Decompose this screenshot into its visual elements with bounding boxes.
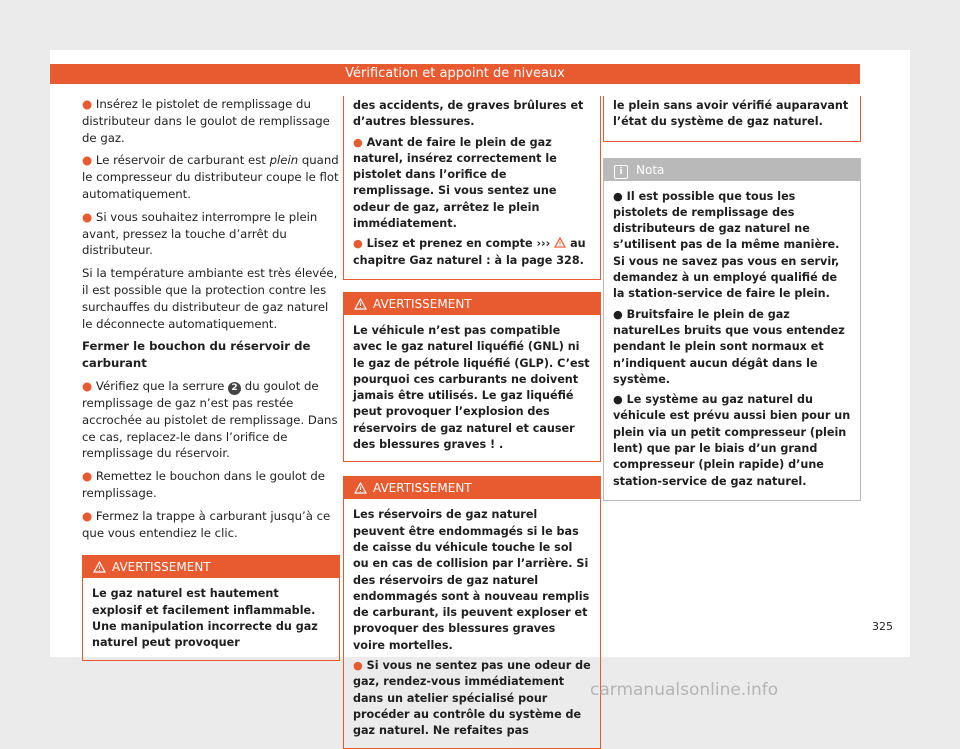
list-item: ● Fermez la trappe à carburant jusqu’à ce que vous entendiez le clic. — [82, 508, 331, 540]
bullet-icon: ● — [82, 153, 93, 168]
list-item: ● Le système au gaz naturel du véhicule est prévu aussi bien pour un plein via un petit compresseur (plein lent) que par le biais d’un grand compresseur (plein rapide) d’une station-service de gaz naturel. — [613, 393, 851, 488]
note-box — [603, 158, 861, 501]
watermark: carmanualsonline.info — [590, 680, 779, 700]
list-item: ● Bruitsfaire le plein de gaz naturelLes bruits que vous entendez pendant le plein sont normaux et n’indiquent aucun dégât dans le système. — [613, 307, 845, 386]
list-item: ● Insérez le pistolet de remplissage du distributeur dans le goulot de remplissage de gaz. — [82, 97, 330, 145]
list-item: ● Avant de faire le plein de gaz naturel, insérez correctement le pistolet dans l’orifice de remplissage. Si vous sentez une odeur de gaz, arrêtez le plein immédiatement. — [353, 135, 557, 231]
warning-header: AVERTISSEMENT — [344, 293, 600, 315]
warning-triangle-icon — [354, 482, 367, 494]
warning-continuation: des accidents, de graves brûlures et d’autres blessures. ● Avant de faire le plein de gaz naturel, insérez correctement le pistolet dans l’orifice de remplissage. Si vous sentez une odeur de gaz, arrêtez le plein immédiatement. ● Lisez et prenez en compte ››› au chapitre Gaz naturel : à la page 328. — [343, 96, 601, 280]
list-item: ● Remettez le bouchon dans le goulot de remplissage. — [82, 469, 325, 500]
warning-text: Le gaz naturel est hautement explosif et facilement inflammable. Une manipulation incorrecte du gaz naturel peut provoquer — [92, 587, 318, 650]
column-1 — [82, 96, 340, 661]
list-item: ● Si vous ne sentez pas une odeur de gaz, rendez-vous immédiatement dans un atelier spécialisé pour procéder au contrôle du système de gaz naturel. Ne refaites pas — [353, 659, 591, 738]
warning-continuation: le plein sans avoir vérifié auparavant l’état du système de gaz naturel. — [603, 96, 861, 142]
list-item: ● Le réservoir de carburant est plein quand le compresseur du distributeur coupe le flot automatiquement. — [82, 153, 339, 201]
column-3 — [603, 96, 861, 501]
list-item: ● Lisez et prenez en compte ››› au chapitre Gaz naturel : à la page 328. — [353, 237, 586, 267]
warning-text: Le véhicule n’est pas compatible avec le gaz naturel liquéfié (GNL) ni le gaz de pétrole liquéfié (GLP). C’est pourquoi ces carburants ne doivent jamais être utilisés. Le gaz liquéfié peut provoquer l’explosion des réservoirs de gaz naturel et causer des blessures graves ! . — [353, 323, 590, 452]
info-icon: i — [614, 165, 628, 179]
list-item: ● Si vous souhaitez interrompre le plein avant, pressez la touche d’arrêt du distributeur. — [82, 209, 318, 258]
bullet-icon: ● — [82, 97, 93, 111]
page-number: 325 — [872, 620, 893, 633]
bullet-icon: ● — [82, 209, 93, 224]
bullet-icon: ● — [82, 469, 93, 484]
bullet-icon: ● — [353, 659, 363, 673]
callout-number: 2 — [228, 382, 241, 395]
note-header: i Nota — [604, 159, 860, 181]
paragraph: Si la température ambiante est très élevée, il est possible que la protection contre les surchauffes du distributeur de gaz naturel le déconnecte automatiquement. — [82, 266, 338, 331]
warning-triangle-icon — [93, 561, 106, 573]
bullet-icon: ● — [82, 378, 93, 393]
bullet-icon: ● — [82, 508, 93, 523]
section-header: Vérification et appoint de niveaux — [50, 64, 860, 84]
bullet-icon: ● — [353, 237, 363, 251]
bullet-icon: ● — [353, 135, 363, 149]
warning-triangle-icon — [554, 237, 566, 248]
warning-text: Les réservoirs de gaz naturel peuvent être endommagés si le bas de caisse du véhicule touche le sol ou en cas de collision par l’arrière. Si des réservoirs de gaz naturel endommagés sont à nouveau remplis de carburant, ils peuvent exploser et provoquer des blessures graves voire mortelles. — [353, 508, 590, 652]
warning-box — [343, 292, 601, 462]
column-2 — [343, 96, 601, 749]
warning-header: AVERTISSEMENT — [83, 556, 339, 578]
warning-header: AVERTISSEMENT — [344, 477, 600, 499]
warning-triangle-icon — [354, 298, 367, 310]
section-heading: Fermer le bouchon du réservoir de carburant — [82, 339, 311, 371]
list-item: ● Il est possible que tous les pistolets de remplissage des distributeurs de gaz naturel ne s’utilisent pas de la même manière. Si vous ne savez pas vous en servir, demandez à un employé qualifié de la station-service de faire le plein. — [613, 189, 840, 301]
warning-box — [82, 555, 340, 660]
list-item: ● Vérifiez que la serrure 2 du goulot de remplissage de gaz n’est pas restée accrochée au pistolet de remplissage. Dans ce cas, replacez-le dans l’orifice de remplissage du réservoir. — [82, 378, 338, 461]
